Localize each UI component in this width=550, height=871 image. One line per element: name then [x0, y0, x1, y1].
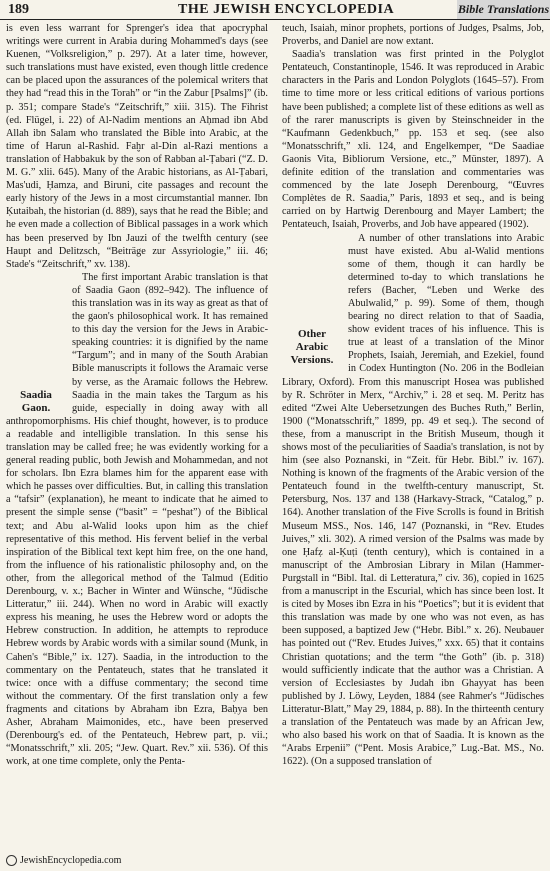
left-paragraph-1: is even less warrant for Sprenger's idea that apocryphal writings were current in Arabia during Mohammed's days (see Kuenen, “Volksreligion,” p. 297). At a later time, however, such translations must have existed, even though little credence can be placed upon the assurances of the polemical writers that they had “read this in the Torah” or “in the Zabur [Psalms]” (ib. p. 351; compare Stade's “Zeitschrift,” xiii. 315). The Fihrist (ed. Flügel, i. 22) of Al-Nadim mentions an Aḥmad ibn Abd Allah ibn Salam who translated the Bible into Arabic, at the time of Harun al-Rashid. Faḫr al-Din al-Razi mentions a translation of Habbakuk by the son of Rabban al-Ṭabari (“Z. D. M. G.” xlii. 645). Many of the Arabic historians, as Al-Ṭabari, Mas'udi, Ḥamza, and Biruni, cite passages and recount the early history of the Jews in a most circumstantial manner. Ibn Ḳutaibah, the historian (d. 889), says that he read the Bible; and he even made a collection of Biblical passages in a work which has been preserved by Ibn Jauzi of the twelfth century (see Haupt and Delitzsch, “Beiträge zur Assyriologie,” iii. 46; Stade's “Zeitschrift,” xv. 138). — [6, 23, 268, 270]
footer-site[interactable]: JewishEncyclopedia.com — [20, 855, 122, 866]
page-number: 189 — [8, 2, 29, 17]
sidenote-other-versions: Other Arabic Versions. — [290, 327, 334, 366]
left-paragraph-2: The first important Arabic translation is that of Saadia Gaon (892–942). The influence of this translation was in its way as great as that of the gaon's philosophical work. It has remained to this day the version for the Jews in Arabic-speaking countries: it is dignified by the name “Targum”; and in many of the South Arabian Bible manuscripts it follows the Aramaic verse by verse, as the Aramaic follows the Hebrew. Saadia in the main takes the Targum as his guide, especially in doing away with all anthropomorphisms. His chief thought, however, is to produce a readable and intelligible translation. In this sense his translation may be called free; he was evidently working for a general reading public, both Jewish and Mohammedan, and not for scholars. Ibn Ezra blames him for the apparent ease with which he passes over difficulties. But, in calling this translation a “tafsir” (explanation), he meant to indicate that he aimed to present the simple sense (“basit” = “peshat”) of the Biblical text; and Abu al-Walid looks upon him as the chief representative of this method. His fervent belief in the verbal inspiration of the Biblical text kept him free, on the one hand, from the influence of his rationalistic philosophy and, on the other, from the allegorical method of the Talmud (Editio Derenbourg, v. x.; Bacher in Winter and Wünsche, “Jüdische Litteratur,” iii. 244). When no word in Arabic will exactly express his meaning, he uses the Hebrew word or adopts the Hebrew construction. In addition, he attempts to reproduce Hebrew words by Arabic words with a similar sound (Munk, in Cahen's “Bible,” ix. 127). Saadia, in the introduction to the commentary on the Pentateuch, states that he translated it twice: once with a diffuse commentary; the second time without the commentary. Of the first translation only a few fragments and citations by Abraham ibn Ezra, Baḥya ben Asher, Abraham Maimonides, etc., have been preserved (Derenbourg's ed. of the Pentateuch, Hebrew part, p. vii.; “Monatsschrift,” xli. 205; “Jew. Quart. Rev.” xii. 536). Of this work, at one time complete, only the Penta- — [6, 271, 268, 768]
page-header — [0, 0, 550, 20]
journal-title: THE JEWISH ENCYCLOPEDIA — [178, 2, 395, 17]
page-footer — [6, 855, 121, 866]
right-paragraph-3: A number of other translations into Arabic must have existed. Abu al-Walid mentions some of them, though it can hardly be determined to-day to which translations he refers (Bacher, “Leben und Werke des Abulwalid,” p. 99). Some of them, though bearing no direct relation to that of Saadia, show evident traces of his influence. This is true at least of a translation of the Minor Prophets, Isaiah, Jeremiah, and Ezekiel, found in Codex Huntington (No. 206 in the Bodleian Library, Oxford). From this manuscript Hosea was published by R. Schröter in Merx, “Archiv,” i. 28 et seq. M. Peritz has edited “Zwei Alte Uebersetzungen des Buches Ruth,” Berlin, 1900 (“Monatsschrift,” 1899, pp. 49 et seq.). The second of these, from a manuscript in the British Museum, though it shows most of the peculiarities of Saadia's translation, is not by him (see also Poznanski, in “Zeit. für Hebr. Bibl.” iv. 167). Nothing is known of the fragments of the Arabic version of the Pentateuch found in the twelfth-century manuscript, St. Petersburg, Nos. 137 and 138 (Harkavy-Strack, “Catalog,” p. 164). Another translation of the Five Scrolls is found in British Museum MSS., Nos. 146, 147 (Poznanski, in “Rev. Etudes Juives,” xli. 302). A rimed version of the Psalms was made by one Ḥafẓ al-Ḳuṭi (tenth century), which is contained in a manuscript of the Ambrosian Library in Milan (Hammer-Purgstall in “Bibl. Ital. di Letteratura,” civ. 36), copied in 1625 from a manuscript in the Escurial, which has since been lost. It is cited by Moses ibn Ezra in his “Poetics”; but it is evident that this translation was made by one who was not even, as has been supposed, a baptized Jew (“Hebr. Bibl.” x. 26). Neubauer has pointed out (“Rev. Etudes Juives,” xxx. 65) that it contains Christian quotations; and the term “the Goth” (ib. p. 318) would sufficiently indicate that the author was a Christian. A version of Ecclesiastes by Judah ibn Ghayyat has been published by J. Löwy, Leyden, 1884 (see Rahmer's “Jüdisches Litteratur-Blatt,” May 29, 1884, p. 88). In the thirteenth century a translation of the Pentateuch was made by an African Jew, who also based his work on that of Saadia. It is known as the “Arabs Erpenii” (“Pent. Mosis Arabice,” Lug.-Bat. MS., No. 1622). (On a supposed translation of — [282, 232, 544, 768]
right-column — [282, 22, 544, 852]
copyright-icon — [6, 855, 17, 866]
right-paragraph-1: teuch, Isaiah, minor prophets, portions of Judges, Psalms, Job, Proverbs, and Daniel are now extant. — [282, 23, 544, 48]
left-column — [6, 22, 268, 852]
section-title: Bible Translations — [457, 0, 550, 19]
sidenote-saadia: Saadia Gaon. — [20, 388, 52, 414]
right-paragraph-2: Saadia's translation was first printed in the Polyglot Pentateuch, Constantinople, 1546. It was reproduced in Arabic characters in the Paris and London Polyglots (1645–57). From time to time more or less critical editions of various portions have been published; a complete list of these editions as well as of the rarer manuscripts is given by Steinschneider in the “Kaufmann Gedenkbuch,” pp. 153 et seq. (see also “Monatsschrift,” xli. 124, and Engelkemper, “De Saadiae Gaonis Vita, Bibliorum Versione, etc.,” Münster, 1897). A definite edition of the translation and commentaries was commenced by the late Joseph Derenbourg, “Œuvres Complètes de R. Saadia,” Paris, 1893 et seq., and is being carried on by Hartwig Derenbourg and Mayer Lambert; the Pentateuch, Isaiah, Proverbs, and Job have appeared (1902). — [282, 49, 544, 231]
